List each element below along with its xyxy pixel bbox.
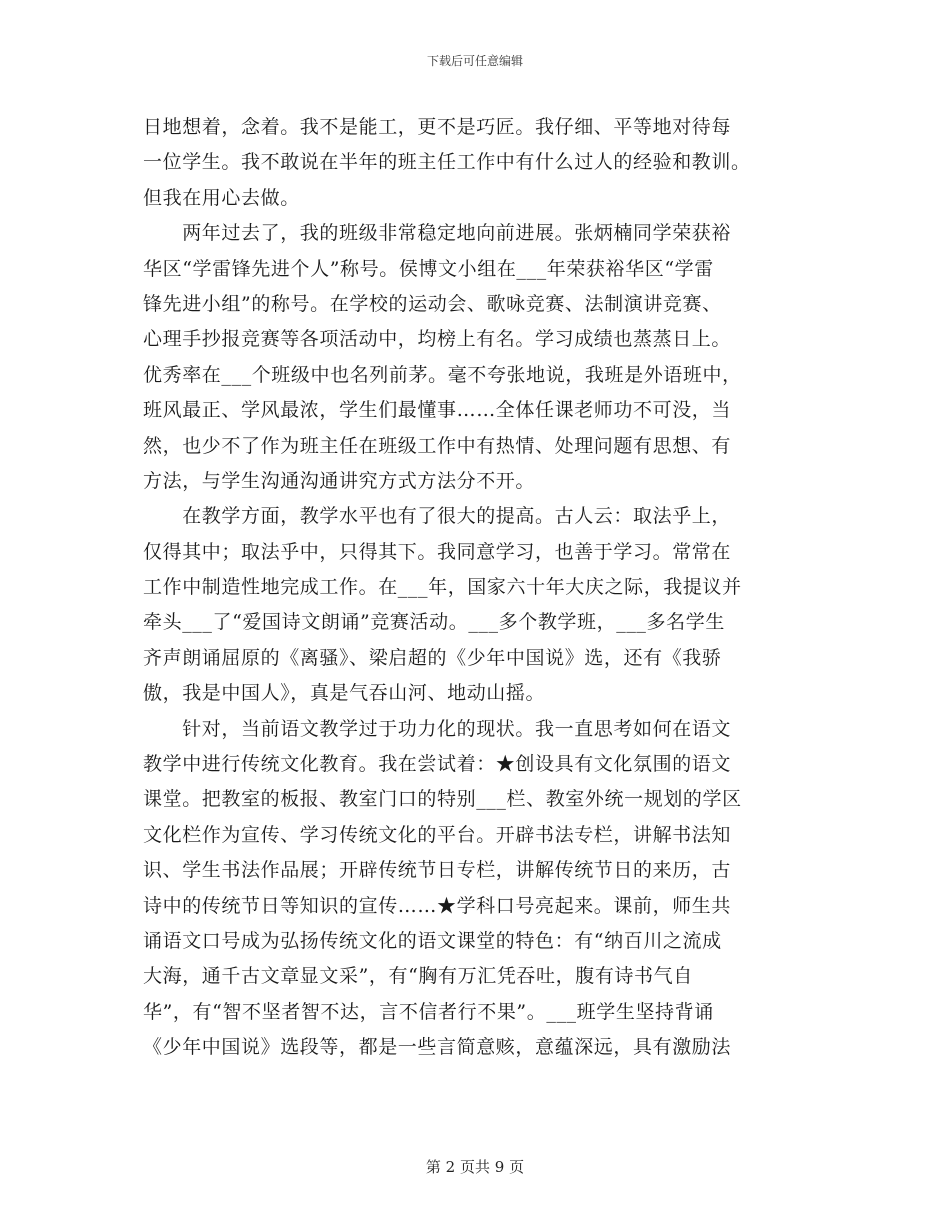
text-line: 教学中进行传统文化教育。我在尝试着：★创设具有文化氛围的语文 <box>143 753 732 776</box>
text-line: 心理手抄报竞赛等各项活动中，均榜上有名。学习成绩也蒸蒸日上。 <box>143 328 732 351</box>
text-line: 优秀率在___个班级中也名列前茅。毫不夸张地说，我班是外语班中， <box>143 363 742 386</box>
text-line: 仅得其中；取法乎中，只得其下。我同意学习，也善于学习。常常在 <box>143 540 732 563</box>
text-line: 然，也少不了作为班主任在班级工作中有热情、处理问题有思想、有 <box>143 434 732 457</box>
page-number: 第 2 页共 9 页 <box>425 1158 525 1176</box>
text-line: 针对，当前语文教学过于功力化的现状。我一直思考如何在语文 <box>143 717 732 740</box>
text-line: 傲，我是中国人》，真是气吞山河、地动山摇。 <box>143 682 546 705</box>
text-line: 华区“学雷锋先进个人”称号。侯博文小组在___年荣获裕华区“学雷 <box>143 257 714 280</box>
page-header-note: 下载后可任意编辑 <box>426 54 523 68</box>
text-line: 在教学方面，教学水平也有了很大的提高。古人云：取法乎上， <box>143 505 732 528</box>
text-line: 大海，通千古文章显文采”，有“胸有万汇凭吞吐，腹有诗书气自 <box>143 965 693 988</box>
text-line: 锋先进小组”的称号。在学校的运动会、歌咏竞赛、法制演讲竞赛、 <box>143 292 722 315</box>
document-body <box>143 110 811 1066</box>
text-line: 文化栏作为宣传、学习传统文化的平台。开辟书法专栏，讲解书法知 <box>143 823 732 846</box>
text-line: 牵头___了“爱国诗文朗诵”竞赛活动。___多个教学班，___多名学生 <box>143 611 725 634</box>
text-line: 课堂。把教室的板报、教室门口的特别___栏、教室外统一规划的学区 <box>143 788 742 811</box>
text-line: 《少年中国说》选段等，都是一些言简意赅，意蕴深远，具有激励法 <box>143 1036 732 1059</box>
text-line: 齐声朗诵屈原的《离骚》、梁启超的《少年中国说》选，还有《我骄 <box>143 646 722 669</box>
text-line: 日地想着，念着。我不是能工，更不是巧匠。我仔细、平等地对待每 <box>143 116 732 138</box>
text-line: 一位学生。我不敢说在半年的班主任工作中有什么过人的经验和教训。 <box>143 151 751 174</box>
text-line: 方法，与学生沟通沟通讲究方式方法分不开。 <box>143 469 536 492</box>
text-line: 识、学生书法作品展；开辟传统节日专栏，讲解传统节日的来历，古 <box>143 859 732 882</box>
text-line: 工作中制造性地完成工作。在___年，国家六十年大庆之际，我提议并 <box>143 576 742 599</box>
text-line: 诗中的传统节日等知识的宣传……★学科口号亮起来。课前，师生共 <box>143 894 732 917</box>
text-line: 但我在用心去做。 <box>143 186 300 209</box>
text-line: 两年过去了，我的班级非常稳定地向前进展。张炳楠同学荣获裕 <box>143 222 732 245</box>
text-line: 班风最正、学风最浓，学生们最懂事……全体任课老师功不可没，当 <box>143 399 732 422</box>
text-line: 诵语文口号成为弘扬传统文化的语文课堂的特色：有“纳百川之流成 <box>143 929 722 952</box>
text-line: 华”，有“智不坚者智不达，言不信者行不果”。___班学生坚持背诵 <box>143 1000 714 1023</box>
